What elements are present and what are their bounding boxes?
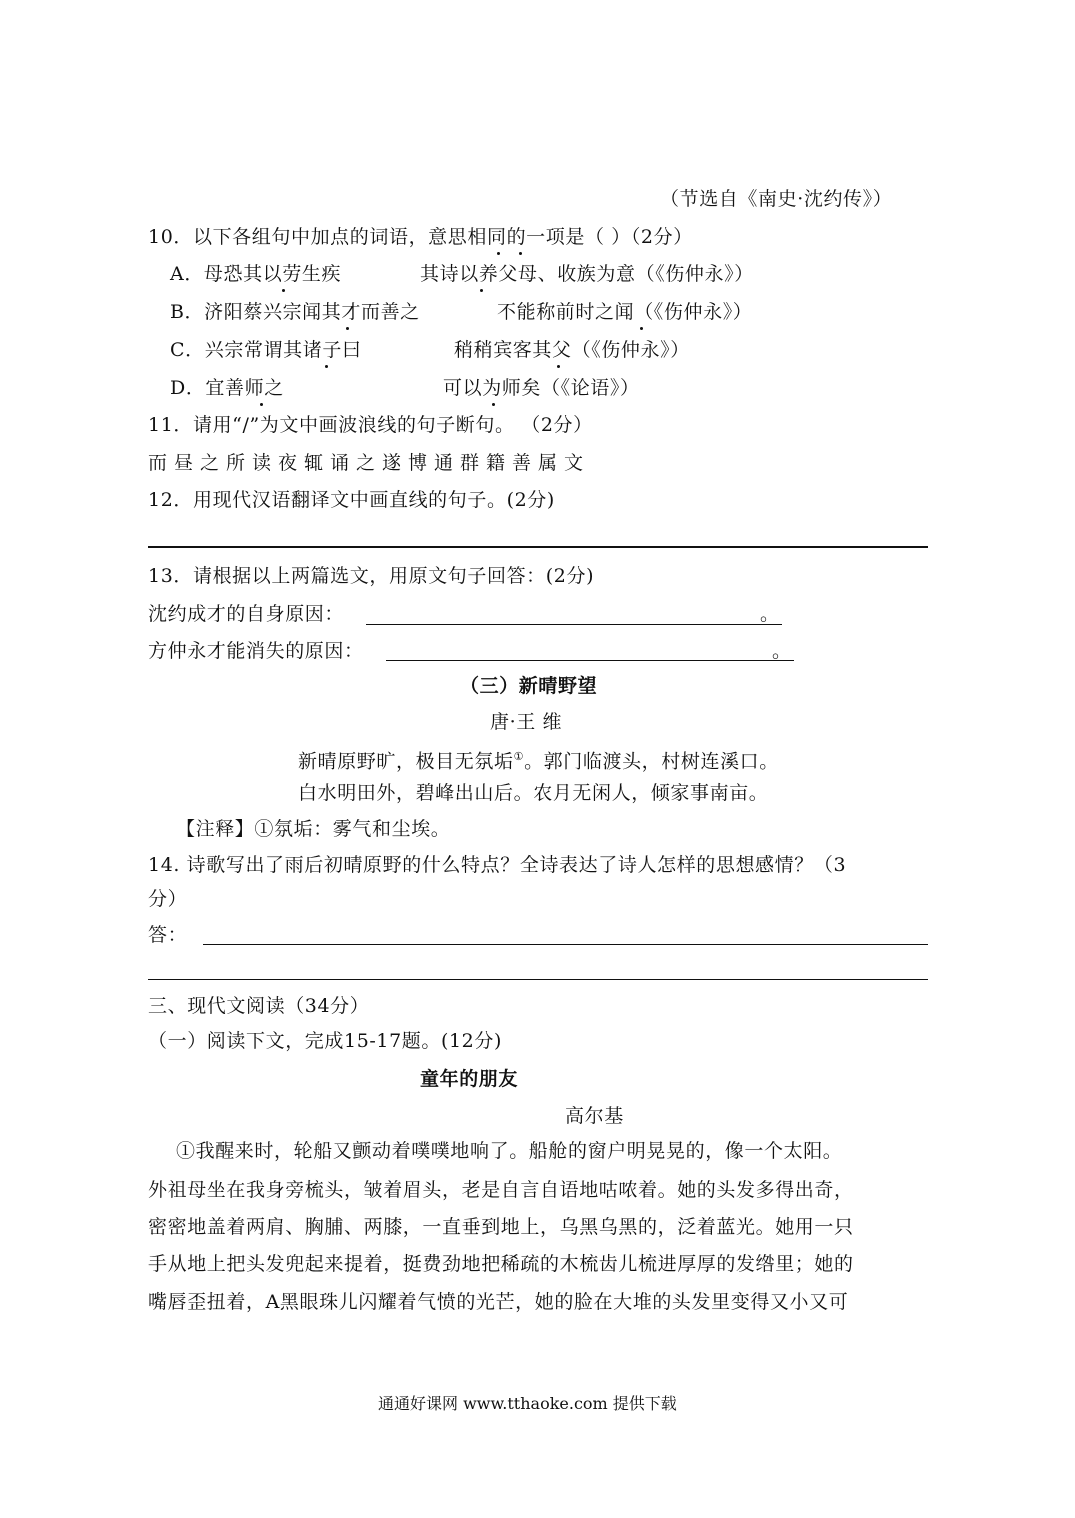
q10-option-a-right: 其诗以养父母、收族为意（《伤仲永》） xyxy=(420,263,754,285)
emphasis-dot xyxy=(260,403,263,406)
poem-line-1: 新晴原野旷，极目无氛垢①。郭门临渡头，村树连溪口。 xyxy=(298,750,779,773)
q14-stem-line2: 分） xyxy=(148,888,188,910)
q10-option-d-right: 可以为师矣（《论语》） xyxy=(443,377,640,399)
q10-option-b-left: B．济阳蔡兴宗闻其才而善之 xyxy=(170,301,420,323)
q10-option-c-left: C．兴宗常谓其诸子曰 xyxy=(170,339,362,361)
poem-section-title: （三）新晴野望 xyxy=(460,675,598,697)
emphasis-dot xyxy=(325,365,328,368)
fill-in-line xyxy=(386,660,794,661)
section3-heading: 三、现代文阅读（34分） xyxy=(148,995,370,1017)
answer-line xyxy=(203,944,928,945)
q13-line2-label: 方仲永才能消失的原因： xyxy=(148,640,364,662)
article-paragraph-line: 嘴唇歪扭着，A黑眼珠儿闪耀着气愤的光芒，她的脸在大堆的头发里变得又小又可 xyxy=(148,1291,849,1313)
q11-stem: 11．请用“/”为文中画波浪线的句子断句。 （2分） xyxy=(148,414,593,436)
q13-stem: 13．请根据以上两篇选文，用原文句子回答：(2分) xyxy=(148,565,595,587)
q10-stem: 10．以下各组句中加点的词语，意思相同的一项是（ ）（2分） xyxy=(148,226,693,248)
q11-sentence: 而昼之所读夜辄诵之遂博通群籍善属文 xyxy=(148,452,591,474)
article-paragraph-line: ①我醒来时，轮船又颤动着噗噗地响了。船舱的窗户明晃晃的，像一个太阳。 xyxy=(176,1140,843,1162)
emphasis-dot xyxy=(492,403,495,406)
q14-answer-label: 答： xyxy=(148,924,188,946)
q13-line2-period: 。 xyxy=(772,640,792,662)
emphasis-dot xyxy=(519,252,522,255)
q10-option-b-right: 不能称前时之闻（《伤仲永》） xyxy=(497,301,753,323)
q13-line1-period: 。 xyxy=(760,603,780,625)
answer-line xyxy=(148,979,928,980)
poem-line-2: 白水明田外，碧峰出山后。农月无闲人，倾家事南亩。 xyxy=(298,782,769,804)
article-paragraph-line: 外祖母坐在我身旁梳头，皱着眉头，老是自言自语地咕哝着。她的头发多得出奇， xyxy=(148,1179,854,1201)
q13-line1-label: 沈约成才的自身原因： xyxy=(148,603,345,625)
article-author: 高尔基 xyxy=(565,1105,624,1127)
answer-line xyxy=(148,546,928,548)
q10-option-a-left: A．母恐其以劳生疾 xyxy=(170,263,342,285)
section3-sub: （一）阅读下文，完成15-17题。(12分) xyxy=(148,1030,502,1052)
poem-author: 唐·王 维 xyxy=(490,711,563,733)
fill-in-line xyxy=(366,624,782,625)
q14-stem-line1: 14. 诗歌写出了雨后初晴原野的什么特点？全诗表达了诗人怎样的思想感情？（3 xyxy=(148,854,847,876)
emphasis-dot xyxy=(480,289,483,292)
emphasis-dot xyxy=(557,365,560,368)
source-line: （节选自《南史·沈约传》） xyxy=(660,188,893,210)
article-paragraph-line: 密密地盖着两肩、胸脯、两膝，一直垂到地上，乌黑乌黑的，泛着蓝光。她用一只 xyxy=(148,1216,854,1238)
page-footer: 通通好课网 www.tthaoke.com 提供下载 xyxy=(378,1394,677,1413)
article-paragraph-line: 手从地上把头发兜起来提着，挺费劲地把稀疏的木梳齿儿梳进厚厚的发绺里；她的 xyxy=(148,1253,854,1275)
emphasis-dot xyxy=(346,327,349,330)
article-title: 童年的朋友 xyxy=(420,1068,519,1090)
emphasis-dot xyxy=(282,289,285,292)
q10-option-d-left: D．宜善师之 xyxy=(170,377,284,399)
poem-note: 【注释】①氛垢：雾气和尘埃。 xyxy=(176,818,451,840)
q12-stem: 12．用现代汉语翻译文中画直线的句子。(2分) xyxy=(148,489,555,511)
q10-option-c-right: 稍稍宾客其父（《伤仲永》） xyxy=(454,339,690,361)
footnote-marker: ① xyxy=(513,750,525,763)
emphasis-dot xyxy=(640,327,643,330)
emphasis-dot xyxy=(497,252,500,255)
